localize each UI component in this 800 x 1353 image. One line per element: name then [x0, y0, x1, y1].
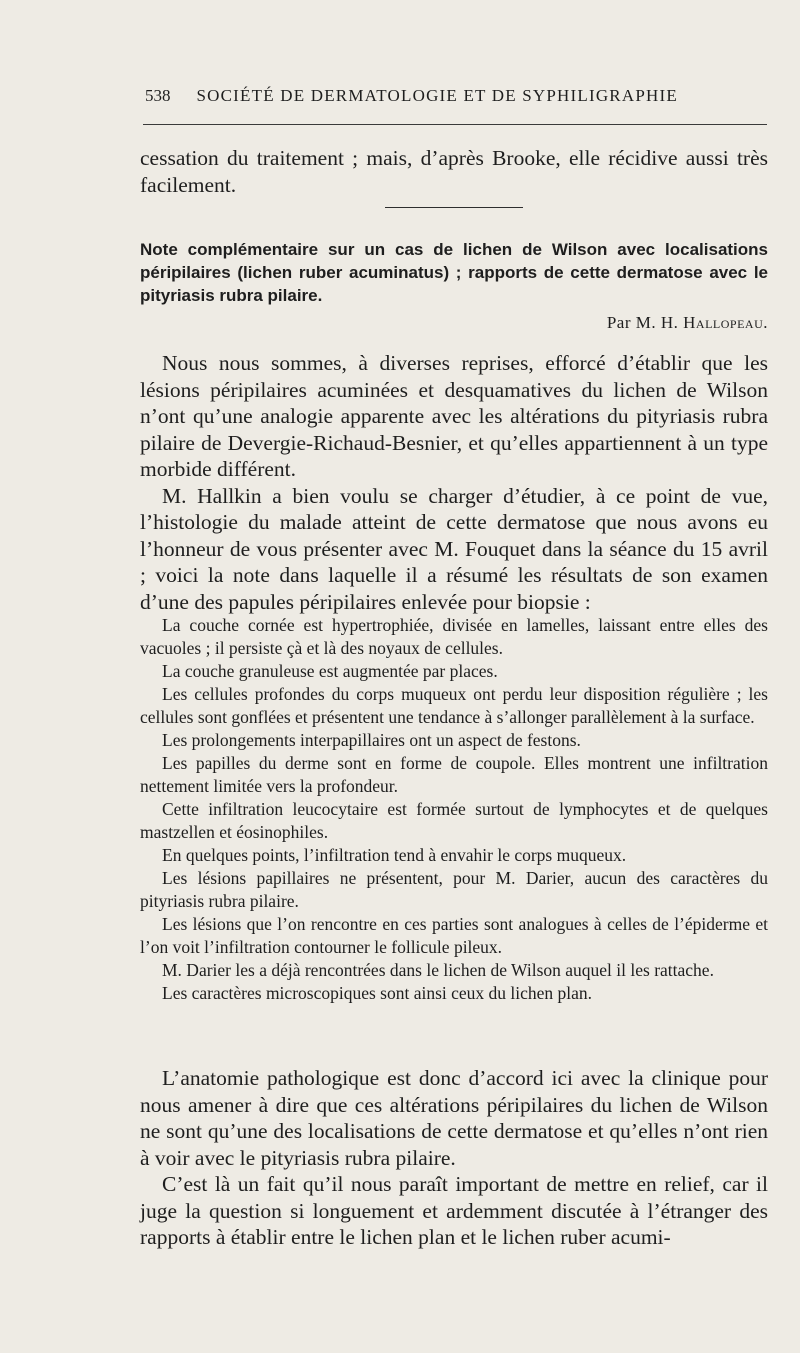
note-paragraph: Les cellules profondes du corps muqueux ont perdu leur disposition régulière ; les cellules sont gonflées et présentent une tendance à s’allonger parallèlement à la surface. — [140, 684, 768, 727]
note-paragraph: Les lésions papillaires ne présentent, pour M. Darier, aucun des caractères du pityriasis rubra pilaire. — [140, 868, 768, 911]
note-paragraph: Cette infiltration leucocytaire est formée surtout de lymphocytes et de quelques mastzellen et éosinophiles. — [140, 799, 768, 842]
note-paragraph: Les prolongements interpapillaires ont un aspect de festons. — [162, 730, 581, 750]
note-paragraph: Les papilles du derme sont en forme de coupole. Elles montrent une infiltration nettement limitée vers la profondeur. — [140, 753, 768, 796]
body-text-bottom — [140, 1065, 768, 1251]
page-number: 538 — [145, 86, 171, 105]
running-title: SOCIÉTÉ DE DERMATOLOGIE ET DE SYPHILIGRAPHIE — [196, 86, 678, 105]
note-paragraph: Les lésions que l’on rencontre en ces parties sont analogues à celles de l’épiderme et l’on voit l’infiltration contourner le follicule pileux. — [140, 914, 768, 957]
body-text-top — [140, 350, 768, 615]
note-paragraph: Les caractères microscopiques sont ainsi ceux du lichen plan. — [162, 983, 593, 1003]
body-paragraph: Nous nous sommes, à diverses reprises, efforcé d’établir que les lésions péripilaires acuminées et desquamatives du lichen de Wilson n’ont qu’une analogie apparente avec les altérations du pityriasis rubra pilaire de Devergie-Richaud-Besnier, et qu’elles appartiennent à un type morbide différent. — [140, 351, 768, 481]
byline — [140, 313, 768, 333]
intro-text-block — [140, 145, 768, 198]
note-paragraph: En quelques points, l’infiltration tend à envahir le corps muqueux. — [162, 845, 627, 865]
note-paragraph: La couche cornée est hypertrophiée, divisée en lamelles, laissant entre elles des vacuoles ; il persiste çà et là des noyaux de cellules. — [140, 615, 768, 658]
header-rule — [143, 124, 767, 125]
author-name: Hallopeau. — [683, 313, 768, 332]
byline-prefix: Par M. H. — [606, 313, 679, 332]
note-paragraph: La couche granuleuse est augmentée par places. — [162, 661, 498, 681]
article-title: Note complémentaire sur un cas de lichen de Wilson avec localisations péripilaires (lichen ruber acuminatus) ; rapports de cette dermatose avec le pityriasis rubra pilaire. — [140, 240, 768, 305]
body-paragraph: L’anatomie pathologique est donc d’accord ici avec la clinique pour nous amener à dire que ces altérations péripilaires du lichen de Wilson ne sont qu’une des localisations de cette dermatose et qu’elles n’ont rien à voir avec le pityriasis rubra pilaire. — [140, 1066, 768, 1170]
body-paragraph: C’est là un fait qu’il nous paraît important de mettre en relief, car il juge la question si longuement et ardemment discutée à l’étranger des rapports à établir entre le lichen plan et le lichen ruber acumi- — [140, 1172, 768, 1249]
running-header — [145, 86, 765, 106]
body-paragraph: M. Hallkin a bien voulu se charger d’étudier, à ce point de vue, l’histologie du malade atteint de cette dermatose que nous avons eu l’honneur de vous présenter avec M. Fouquet dans la séance du 15 avril ; voici la note dans laquelle il a résumé les résultats de son examen d’une des papules péripilaires enlevée pour biopsie : — [140, 483, 768, 614]
intro-paragraph: cessation du traitement ; mais, d’après Brooke, elle récidive aussi très facilement. — [140, 146, 768, 197]
quoted-note — [140, 614, 768, 1005]
section-separator — [385, 207, 523, 208]
note-paragraph: M. Darier les a déjà rencontrées dans le lichen de Wilson auquel il les rattache. — [162, 960, 714, 980]
